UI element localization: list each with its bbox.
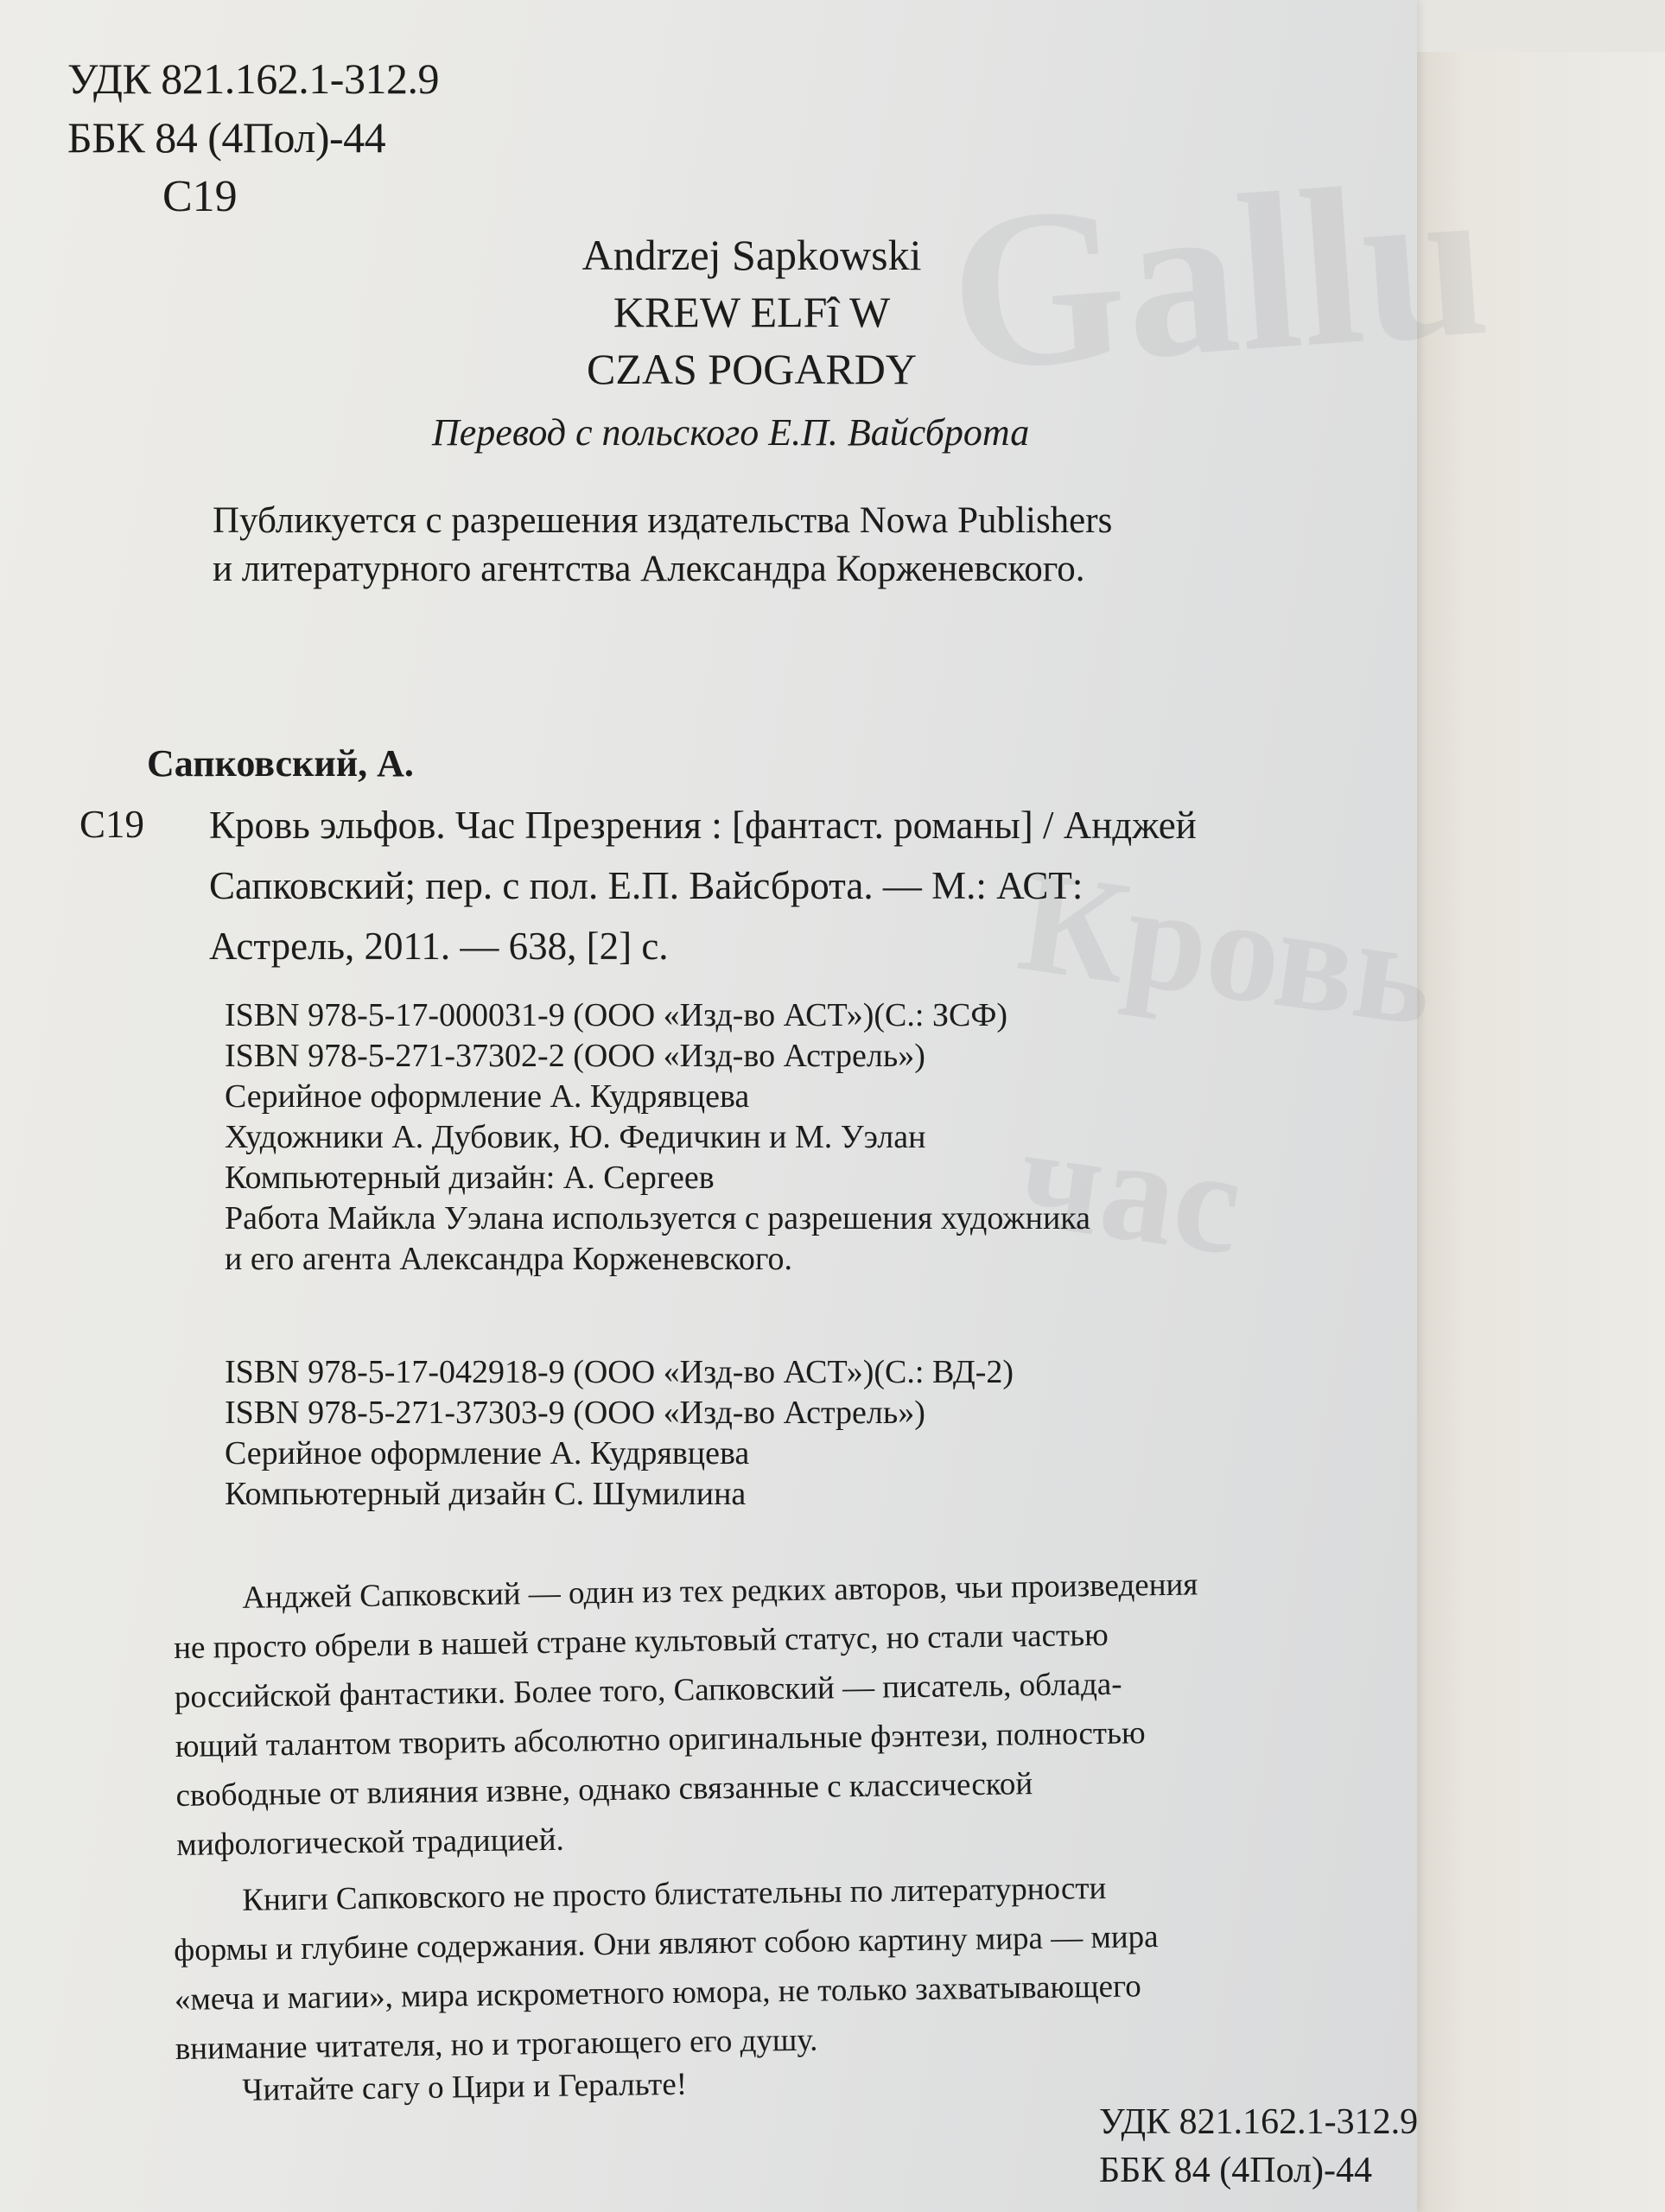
annotation-line: мифологической традицией. bbox=[176, 1821, 565, 1863]
edition-credits-2 bbox=[225, 1352, 1014, 1515]
permission-line: Публикуется с разрешения издательства Nowa Publishers bbox=[213, 500, 1113, 541]
isbn-line: ISBN 978-5-17-000031-9 (ООО «Изд-во АСТ»)(С.: ЗСФ) bbox=[225, 997, 1008, 1033]
bleed-through-art: Gallu bbox=[942, 132, 1496, 419]
credit-line: Компьютерный дизайн: А. Сергеев bbox=[225, 1160, 715, 1196]
permission-notice bbox=[213, 497, 1422, 594]
catalog-line: Сапковский; пер. с пол. Е.П. Вайсброта. — М.: АСТ: bbox=[209, 864, 1084, 907]
bleed-through-art: час bbox=[1009, 1094, 1252, 1286]
author-mark-top: С19 bbox=[162, 172, 238, 221]
isbn-line: ISBN 978-5-17-042918-9 (ООО «Изд-во АСТ»)(С.: ВД-2) bbox=[225, 1354, 1014, 1390]
udk-code-top: УДК 821.162.1-312.9 bbox=[67, 54, 439, 103]
bleed-through-art: Кровь bbox=[1010, 838, 1445, 1058]
credit-line: и его агента Александра Корженевского. bbox=[225, 1241, 792, 1277]
bbk-code-top: ББК 84 (4Пол)-44 bbox=[67, 113, 386, 162]
annotation-line: «меча и магии», мира искрометного юмора, не только захватывающего bbox=[174, 1968, 1142, 2018]
catalog-line: Астрель, 2011. — 638, [2] с. bbox=[209, 925, 669, 968]
annotation-line: внимание читателя, но и трогающего его душу. bbox=[175, 2022, 818, 2067]
isbn-line: ISBN 978-5-271-37303-9 (ООО «Изд-во Астрель») bbox=[225, 1395, 925, 1431]
translation-note: Перевод с польского Е.П. Вайсброта bbox=[432, 411, 1030, 454]
credit-line: Серийное оформление А. Кудрявцева bbox=[225, 1078, 750, 1115]
catalog-author-mark: С19 bbox=[79, 803, 145, 846]
annotation-line: Книги Сапковского не просто блистательны по литературности bbox=[242, 1870, 1107, 1918]
annotation-line: российской фантастики. Более того, Сапковский — писатель, облада- bbox=[174, 1666, 1122, 1715]
permission-line: и литературного агентства Александра Корженевского. bbox=[213, 549, 1085, 589]
catalog-author-heading: Сапковский, А. bbox=[147, 742, 414, 785]
credit-line: Серийное оформление А. Кудрявцева bbox=[225, 1435, 750, 1471]
annotation-line: Читайте сагу о Цири и Геральте! bbox=[242, 2066, 688, 2108]
credit-line: Работа Майкла Уэлана используется с разрешения художника bbox=[225, 1200, 1091, 1236]
annotation-paragraph-1 bbox=[173, 1555, 1516, 1870]
edition-credits-1 bbox=[225, 995, 1090, 1280]
annotation-paragraph-2 bbox=[173, 1858, 1515, 2074]
bbk-code-bottom: ББК 84 (4Пол)-44 bbox=[1099, 2151, 1372, 2190]
annotation-line: формы и глубине содержания. Они являют собою картину мира — мира bbox=[173, 1919, 1159, 1968]
original-title-line-1: KREW ELFî W bbox=[613, 288, 891, 336]
original-author: Andrzej Sapkowski bbox=[581, 231, 922, 279]
udk-code-bottom: УДК 821.162.1-312.9 bbox=[1099, 2102, 1419, 2142]
credit-line: Компьютерный дизайн С. Шумилина bbox=[225, 1476, 747, 1512]
annotation-line: не просто обрели в нашей стране культовый статус, но стали частью bbox=[173, 1617, 1109, 1666]
original-title-line-2: CZAS POGARDY bbox=[586, 345, 917, 393]
annotation-line: ющий талантом творить абсолютно оригинальные фэнтези, полностью bbox=[175, 1715, 1146, 1764]
credit-line: Художники А. Дубовик, Ю. Федичкин и М. Уэлан bbox=[225, 1119, 926, 1155]
isbn-line: ISBN 978-5-271-37302-2 (ООО «Изд-во Астрель») bbox=[225, 1038, 925, 1074]
original-title-block bbox=[501, 226, 1002, 397]
catalog-line: Кровь эльфов. Час Презрения : [фантаст. романы] / Анджей bbox=[209, 804, 1197, 847]
annotation-line: свободные от влияния извне, однако связанные с классической bbox=[175, 1766, 1033, 1814]
annotation-line: Анджей Сапковский — один из тех редких авторов, чьи произведения bbox=[242, 1567, 1198, 1616]
catalog-record bbox=[209, 795, 1471, 976]
